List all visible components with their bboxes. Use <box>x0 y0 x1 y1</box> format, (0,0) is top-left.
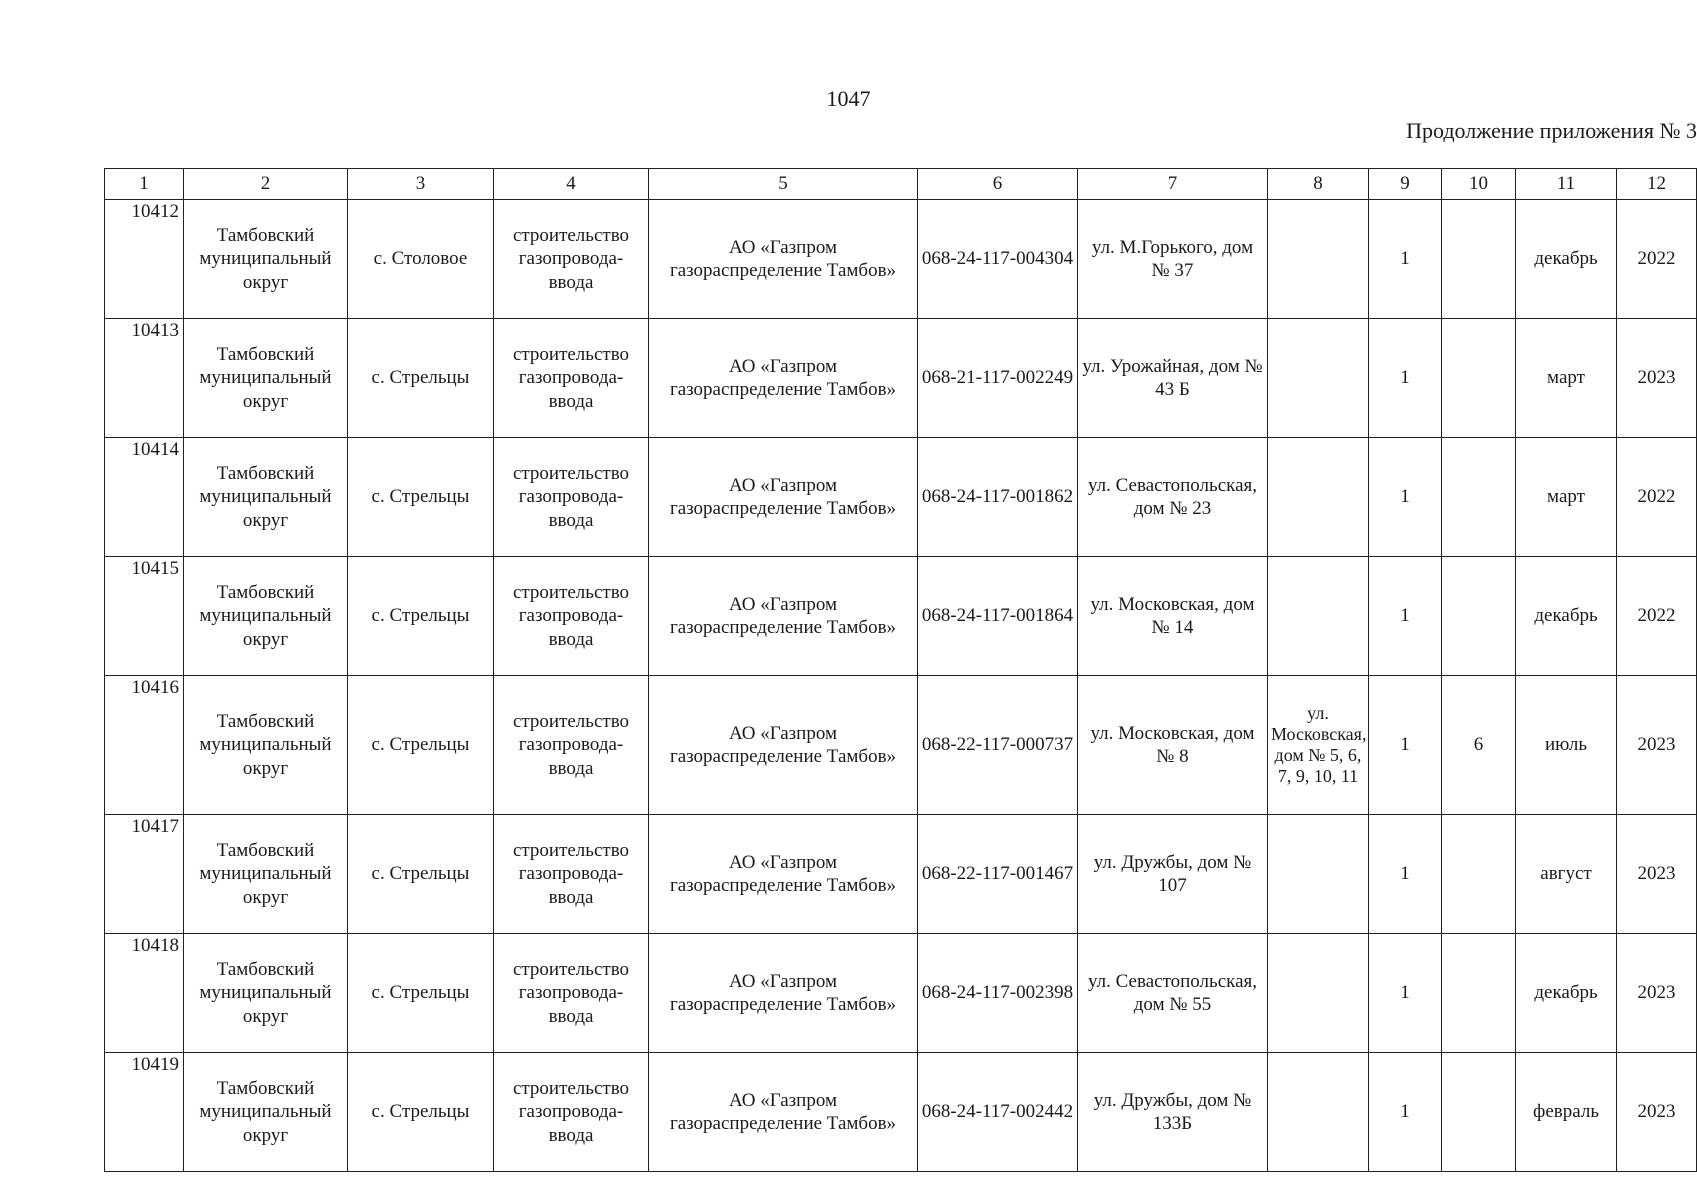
month-cell: август <box>1516 815 1617 934</box>
year-cell: 2022 <box>1617 200 1697 319</box>
year-cell: 2023 <box>1617 934 1697 1053</box>
address-cell: ул. Севастопольская, дом № 55 <box>1078 934 1268 1053</box>
district-cell: Тамбовский муниципальный округ <box>184 200 348 319</box>
year-cell: 2022 <box>1617 438 1697 557</box>
column-header: 1 <box>105 169 184 200</box>
organization-cell: АО «Газпром газораспределение Тамбов» <box>649 200 918 319</box>
settlement-cell: с. Стрельцы <box>348 934 494 1053</box>
address-cell: ул. М.Горького, дом № 37 <box>1078 200 1268 319</box>
row-number-cell: 10413 <box>105 319 184 438</box>
count2-cell <box>1442 815 1516 934</box>
settlement-cell: с. Стрельцы <box>348 676 494 815</box>
table-row <box>105 815 1697 934</box>
page-number: 1047 <box>826 86 871 111</box>
code-cell: 068-24-117-001862 <box>918 438 1078 557</box>
count2-cell <box>1442 934 1516 1053</box>
year-cell: 2023 <box>1617 319 1697 438</box>
year-cell: 2022 <box>1617 557 1697 676</box>
work-type-cell: строительство газопровода-ввода <box>494 1053 649 1172</box>
extra-address-cell <box>1268 1053 1369 1172</box>
organization-cell: АО «Газпром газораспределение Тамбов» <box>649 676 918 815</box>
column-header: 8 <box>1268 169 1369 200</box>
code-cell: 068-24-117-002442 <box>918 1053 1078 1172</box>
year-cell: 2023 <box>1617 815 1697 934</box>
row-number-cell: 10414 <box>105 438 184 557</box>
organization-cell: АО «Газпром газораспределение Тамбов» <box>649 557 918 676</box>
code-cell: 068-24-117-001864 <box>918 557 1078 676</box>
code-cell: 068-24-117-002398 <box>918 934 1078 1053</box>
row-number-cell: 10412 <box>105 200 184 319</box>
month-cell: февраль <box>1516 1053 1617 1172</box>
column-header: 6 <box>918 169 1078 200</box>
district-cell: Тамбовский муниципальный округ <box>184 557 348 676</box>
organization-cell: АО «Газпром газораспределение Тамбов» <box>649 438 918 557</box>
extra-address-cell: ул. Московская, дом № 5, 6, 7, 9, 10, 11 <box>1268 676 1369 815</box>
address-cell: ул. Дружбы, дом № 107 <box>1078 815 1268 934</box>
row-number-cell: 10416 <box>105 676 184 815</box>
district-cell: Тамбовский муниципальный округ <box>184 319 348 438</box>
column-number-row <box>105 169 1697 200</box>
work-type-cell: строительство газопровода-ввода <box>494 934 649 1053</box>
count-cell: 1 <box>1369 1053 1442 1172</box>
work-type-cell: строительство газопровода-ввода <box>494 200 649 319</box>
count-cell: 1 <box>1369 934 1442 1053</box>
district-cell: Тамбовский муниципальный округ <box>184 934 348 1053</box>
count-cell: 1 <box>1369 200 1442 319</box>
month-cell: март <box>1516 319 1617 438</box>
column-header: 12 <box>1617 169 1697 200</box>
count2-cell <box>1442 557 1516 676</box>
month-cell: декабрь <box>1516 200 1617 319</box>
district-cell: Тамбовский муниципальный округ <box>184 815 348 934</box>
work-type-cell: строительство газопровода-ввода <box>494 815 649 934</box>
table-row <box>105 934 1697 1053</box>
settlement-cell: с. Стрельцы <box>348 1053 494 1172</box>
address-cell: ул. Урожайная, дом № 43 Б <box>1078 319 1268 438</box>
month-cell: декабрь <box>1516 557 1617 676</box>
organization-cell: АО «Газпром газораспределение Тамбов» <box>649 934 918 1053</box>
count-cell: 1 <box>1369 815 1442 934</box>
row-number-cell: 10419 <box>105 1053 184 1172</box>
count2-cell <box>1442 1053 1516 1172</box>
month-cell: июль <box>1516 676 1617 815</box>
table-row <box>105 200 1697 319</box>
column-header: 10 <box>1442 169 1516 200</box>
appendix-continuation-label: Продолжение приложения № 3 <box>1406 118 1697 143</box>
row-number-cell: 10418 <box>105 934 184 1053</box>
work-type-cell: строительство газопровода-ввода <box>494 438 649 557</box>
column-header: 7 <box>1078 169 1268 200</box>
month-cell: март <box>1516 438 1617 557</box>
code-cell: 068-22-117-001467 <box>918 815 1078 934</box>
district-cell: Тамбовский муниципальный округ <box>184 1053 348 1172</box>
code-cell: 068-22-117-000737 <box>918 676 1078 815</box>
count-cell: 1 <box>1369 319 1442 438</box>
settlement-cell: с. Стрельцы <box>348 557 494 676</box>
row-number-cell: 10417 <box>105 815 184 934</box>
organization-cell: АО «Газпром газораспределение Тамбов» <box>649 319 918 438</box>
organization-cell: АО «Газпром газораспределение Тамбов» <box>649 815 918 934</box>
count2-cell <box>1442 438 1516 557</box>
column-header: 2 <box>184 169 348 200</box>
count2-cell <box>1442 200 1516 319</box>
column-header: 4 <box>494 169 649 200</box>
work-type-cell: строительство газопровода-ввода <box>494 557 649 676</box>
year-cell: 2023 <box>1617 1053 1697 1172</box>
column-header: 9 <box>1369 169 1442 200</box>
extra-address-cell <box>1268 815 1369 934</box>
address-cell: ул. Севастопольская, дом № 23 <box>1078 438 1268 557</box>
settlement-cell: с. Стрельцы <box>348 438 494 557</box>
table-row <box>105 319 1697 438</box>
table-body <box>105 200 1697 1172</box>
extra-address-cell <box>1268 934 1369 1053</box>
district-cell: Тамбовский муниципальный округ <box>184 438 348 557</box>
month-cell: декабрь <box>1516 934 1617 1053</box>
code-cell: 068-24-117-004304 <box>918 200 1078 319</box>
extra-address-cell <box>1268 438 1369 557</box>
address-cell: ул. Московская, дом № 14 <box>1078 557 1268 676</box>
settlement-cell: с. Стрельцы <box>348 319 494 438</box>
extra-address-cell <box>1268 200 1369 319</box>
organization-cell: АО «Газпром газораспределение Тамбов» <box>649 1053 918 1172</box>
count2-cell <box>1442 319 1516 438</box>
extra-address-cell <box>1268 557 1369 676</box>
address-cell: ул. Московская, дом № 8 <box>1078 676 1268 815</box>
count-cell: 1 <box>1369 676 1442 815</box>
count-cell: 1 <box>1369 438 1442 557</box>
table-row <box>105 1053 1697 1172</box>
count-cell: 1 <box>1369 557 1442 676</box>
table-header <box>105 169 1697 200</box>
count2-cell: 6 <box>1442 676 1516 815</box>
gas-connection-table <box>104 168 1697 1172</box>
table-row <box>105 557 1697 676</box>
district-cell: Тамбовский муниципальный округ <box>184 676 348 815</box>
settlement-cell: с. Стрельцы <box>348 815 494 934</box>
table-row <box>105 676 1697 815</box>
year-cell: 2023 <box>1617 676 1697 815</box>
row-number-cell: 10415 <box>105 557 184 676</box>
code-cell: 068-21-117-002249 <box>918 319 1078 438</box>
extra-address-cell <box>1268 319 1369 438</box>
work-type-cell: строительство газопровода-ввода <box>494 676 649 815</box>
column-header: 3 <box>348 169 494 200</box>
address-cell: ул. Дружбы, дом № 133Б <box>1078 1053 1268 1172</box>
settlement-cell: с. Столовое <box>348 200 494 319</box>
column-header: 5 <box>649 169 918 200</box>
work-type-cell: строительство газопровода-ввода <box>494 319 649 438</box>
table-row <box>105 438 1697 557</box>
column-header: 11 <box>1516 169 1617 200</box>
